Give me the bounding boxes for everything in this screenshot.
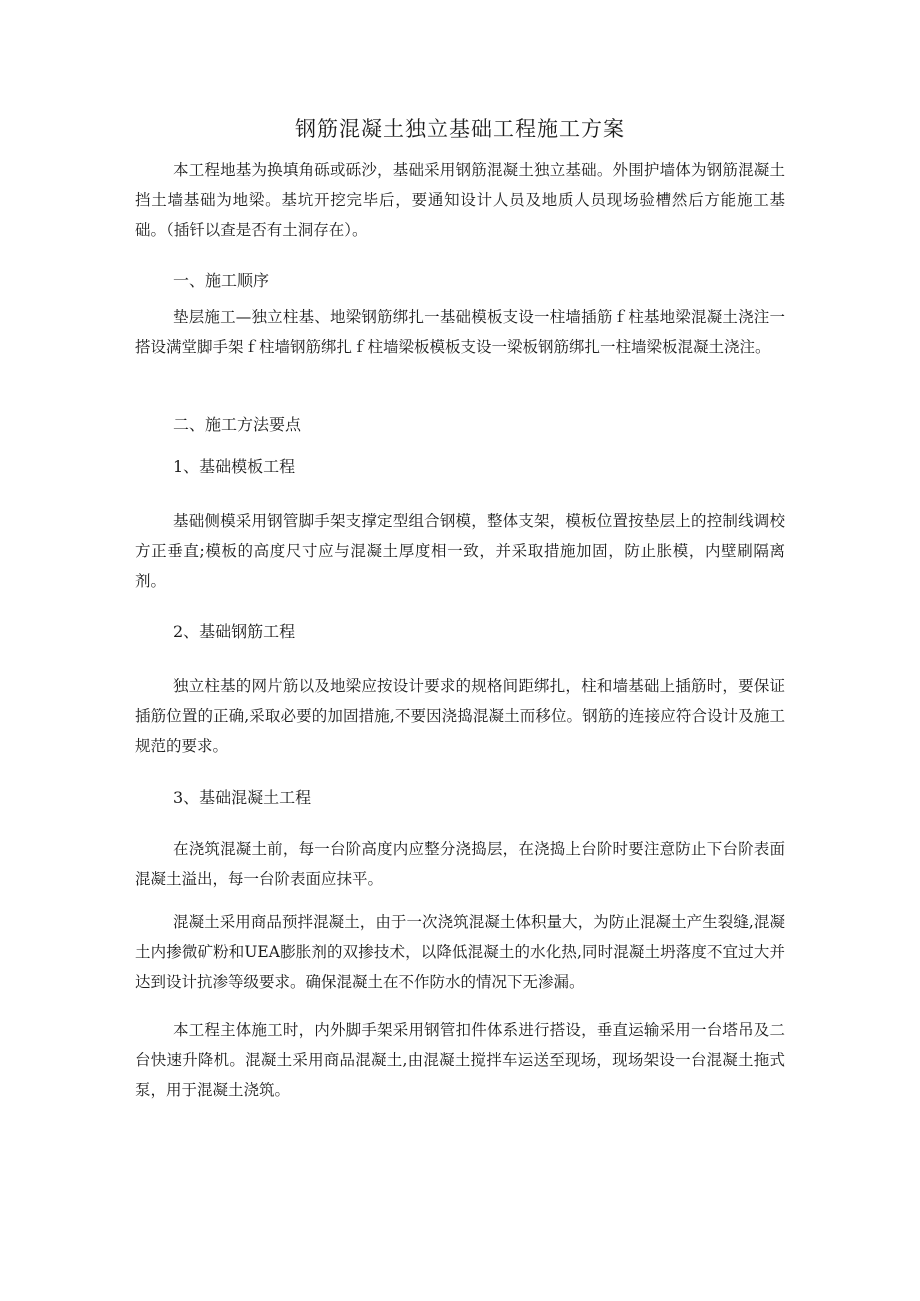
rebar-paragraph: 独立柱基的网片筋以及地梁应按设计要求的规格间距绑扎，柱和墙基础上插筋时，要保证插筋位置的正确,采取必要的加固措施,不要因浇捣混凝土而移位。钢筋的连接应符合设计及施工规范的要求。 xyxy=(135,677,785,755)
document-title: 钢筋混凝土独立基础工程施工方案 xyxy=(295,117,625,141)
subsection-heading-rebar: 2、基础钢筋工程 xyxy=(173,622,296,641)
intro-paragraph: 本工程地基为换填角砾或砾沙，基础采用钢筋混凝土独立基础。外围护墙体为钢筋混凝土挡土墙基础为地梁。基坑开挖完毕后，要通知设计人员及地质人员现场验槽然后方能施工基础。（插钎以查是否有土洞存在）。 xyxy=(135,161,785,239)
formwork-paragraph: 基础侧模采用钢管脚手架支撑定型组合钢模，整体支架，模板位置按垫层上的控制线调校方正垂直;模板的高度尺寸应与混凝土厚度相一致，并采取措施加固，防止胀模，内壁刷隔离剂。 xyxy=(135,512,785,590)
concrete-paragraph-scaffolding: 本工程主体施工时，内外脚手架采用钢管扣件体系进行搭设，垂直运输采用一台塔吊及二台快速升降机。混凝土采用商品混凝土,由混凝土搅拌车运送至现场，现场架设一台混凝土拖式泵，用于混凝土浇筑。 xyxy=(135,1021,785,1099)
section-heading-construction-sequence: 一、施工顺序 xyxy=(173,271,270,290)
concrete-paragraph-layers: 在浇筑混凝土前，每一台阶高度内应整分浇捣层，在浇捣上台阶时要注意防止下台阶表面混凝土溢出，每一台阶表面应抹平。 xyxy=(135,840,785,888)
subsection-heading-concrete: 3、基础混凝土工程 xyxy=(173,788,312,807)
section-heading-method-points: 二、施工方法要点 xyxy=(173,415,302,434)
concrete-paragraph-premix: 混凝土采用商品预拌混凝土，由于一次浇筑混凝土体积量大，为防止混凝土产生裂缝,混凝土内掺微矿粉和UEA膨胀剂的双掺技术，以降低混凝土的水化热,同时混凝土坍落度不宜过大并达到设计抗渗等级要求。确保混凝土在不作防水的情况下无渗漏。 xyxy=(135,913,785,991)
subsection-heading-formwork: 1、基础模板工程 xyxy=(173,457,296,476)
construction-sequence-paragraph: 垫层施工—独立柱基、地梁钢筋绑扎一基础模板支设一柱墙插筋ｆ柱基地梁混凝土浇注一搭设满堂脚手架ｆ柱墙钢筋绑扎ｆ柱墙梁板模板支设一梁板钢筋绑扎一柱墙梁板混凝土浇注。 xyxy=(135,308,785,356)
